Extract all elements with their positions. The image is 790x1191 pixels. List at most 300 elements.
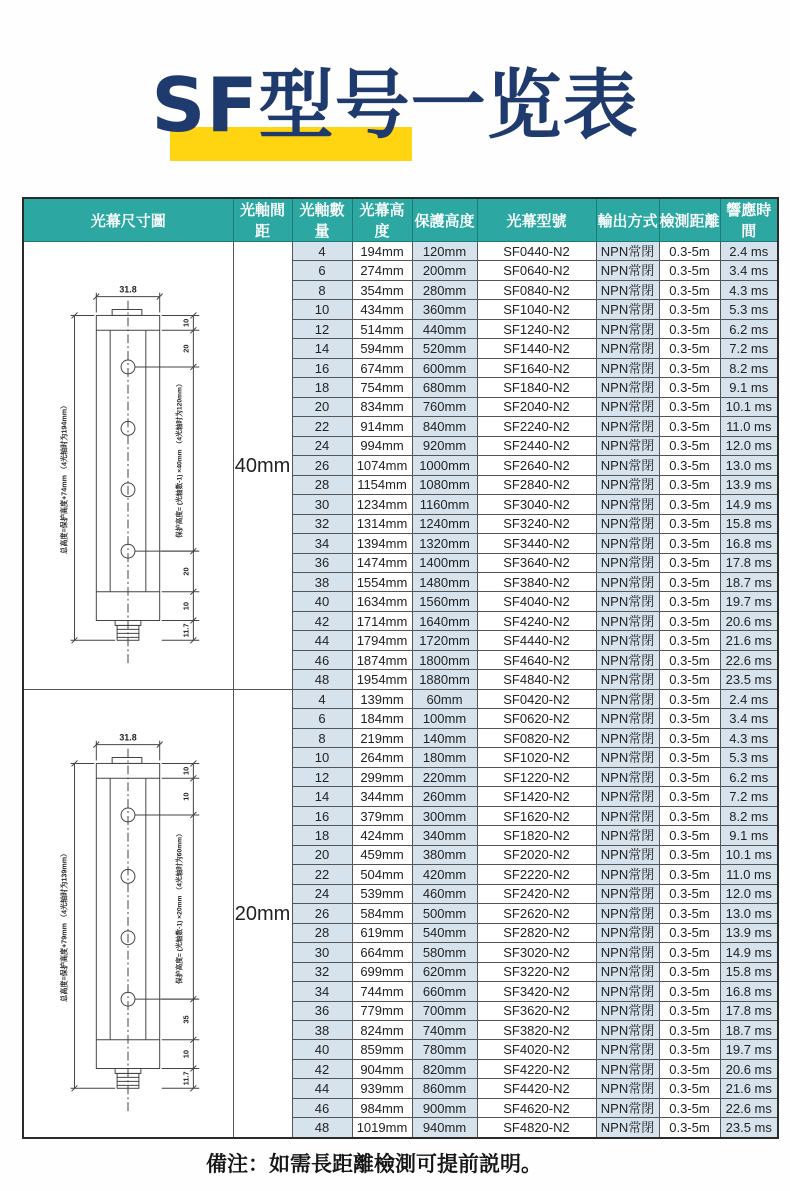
response-time-cell: 19.7 ms — [720, 592, 778, 611]
response-time-cell: 23.5 ms — [720, 670, 778, 690]
detect-distance-cell: 0.3-5m — [659, 339, 720, 358]
detect-distance-cell: 0.3-5m — [659, 378, 720, 397]
axes-count-cell: 46 — [292, 650, 352, 669]
response-time-cell: 4.3 ms — [720, 728, 778, 747]
protect-height-cell: 920mm — [412, 436, 477, 455]
response-time-cell: 15.8 ms — [720, 514, 778, 533]
axes-count-cell: 28 — [292, 475, 352, 494]
detect-distance-cell: 0.3-5m — [659, 358, 720, 377]
protect-height-cell: 600mm — [412, 358, 477, 377]
detect-distance-cell: 0.3-5m — [659, 670, 720, 690]
model-cell: SF4620-N2 — [477, 1098, 596, 1117]
protect-height-cell: 260mm — [412, 787, 477, 806]
models-table — [22, 197, 779, 1139]
protect-height-cell: 860mm — [412, 1079, 477, 1098]
detect-distance-cell: 0.3-5m — [659, 280, 720, 299]
response-time-cell: 13.9 ms — [720, 475, 778, 494]
axes-count-cell: 48 — [292, 670, 352, 690]
output-mode-cell: NPN常閉 — [596, 514, 659, 533]
response-time-cell: 5.3 ms — [720, 300, 778, 319]
model-cell: SF1620-N2 — [477, 806, 596, 825]
detect-distance-cell: 0.3-5m — [659, 417, 720, 436]
curtain-height-cell: 754mm — [352, 378, 412, 397]
response-time-cell: 4.3 ms — [720, 280, 778, 299]
model-cell: SF3220-N2 — [477, 962, 596, 981]
curtain-height-cell: 984mm — [352, 1098, 412, 1117]
protect-height-cell: 820mm — [412, 1059, 477, 1078]
svg-text:31.8: 31.8 — [119, 284, 137, 295]
output-mode-cell: NPN常閉 — [596, 962, 659, 981]
output-mode-cell: NPN常閉 — [596, 1001, 659, 1020]
output-mode-cell: NPN常閉 — [596, 397, 659, 416]
protect-height-cell: 280mm — [412, 280, 477, 299]
svg-text:20: 20 — [181, 567, 191, 576]
col-header-output: 輸出方式 — [596, 198, 659, 242]
curtain-height-cell: 904mm — [352, 1059, 412, 1078]
axes-count-cell: 38 — [292, 572, 352, 591]
model-cell: SF2020-N2 — [477, 845, 596, 864]
detect-distance-cell: 0.3-5m — [659, 904, 720, 923]
curtain-height-cell: 1314mm — [352, 514, 412, 533]
response-time-cell: 19.7 ms — [720, 1040, 778, 1059]
response-time-cell: 13.9 ms — [720, 923, 778, 942]
model-cell: SF1220-N2 — [477, 767, 596, 786]
axes-count-cell: 22 — [292, 417, 352, 436]
curtain-height-cell: 1154mm — [352, 475, 412, 494]
col-header-protect: 保護高度 — [412, 198, 477, 242]
model-cell: SF1020-N2 — [477, 748, 596, 767]
protect-height-cell: 200mm — [412, 261, 477, 280]
output-mode-cell: NPN常閉 — [596, 339, 659, 358]
curtain-height-cell: 434mm — [352, 300, 412, 319]
svg-text:保护高度= (光轴数-1) ×20mm （4光轴时为60mm: 保护高度= (光轴数-1) ×20mm （4光轴时为60mm） — [176, 830, 184, 984]
output-mode-cell: NPN常閉 — [596, 495, 659, 514]
svg-text:20: 20 — [181, 344, 191, 353]
axes-count-cell: 40 — [292, 1040, 352, 1059]
detect-distance-cell: 0.3-5m — [659, 534, 720, 553]
curtain-height-cell: 539mm — [352, 884, 412, 903]
light-curtain-diagram — [23, 242, 233, 690]
curtain-height-cell: 674mm — [352, 358, 412, 377]
curtain-height-cell: 859mm — [352, 1040, 412, 1059]
detect-distance-cell: 0.3-5m — [659, 1098, 720, 1117]
curtain-height-cell: 219mm — [352, 728, 412, 747]
axes-count-cell: 14 — [292, 339, 352, 358]
protect-height-cell: 900mm — [412, 1098, 477, 1117]
model-cell: SF0820-N2 — [477, 728, 596, 747]
response-time-cell: 17.8 ms — [720, 553, 778, 572]
response-time-cell: 6.2 ms — [720, 319, 778, 338]
output-mode-cell: NPN常閉 — [596, 806, 659, 825]
svg-text:11.7: 11.7 — [181, 623, 191, 638]
curtain-height-cell: 584mm — [352, 904, 412, 923]
axes-count-cell: 34 — [292, 534, 352, 553]
protect-height-cell: 1800mm — [412, 650, 477, 669]
response-time-cell: 12.0 ms — [720, 884, 778, 903]
protect-height-cell: 620mm — [412, 962, 477, 981]
output-mode-cell: NPN常閉 — [596, 826, 659, 845]
detect-distance-cell: 0.3-5m — [659, 767, 720, 786]
output-mode-cell: NPN常閉 — [596, 436, 659, 455]
detect-distance-cell: 0.3-5m — [659, 690, 720, 709]
response-time-cell: 2.4 ms — [720, 242, 778, 261]
axes-count-cell: 32 — [292, 514, 352, 533]
axes-count-cell: 44 — [292, 1079, 352, 1098]
curtain-height-cell: 504mm — [352, 865, 412, 884]
curtain-height-cell: 274mm — [352, 261, 412, 280]
header-row — [23, 198, 778, 242]
output-mode-cell: NPN常閉 — [596, 417, 659, 436]
svg-text:10: 10 — [181, 1050, 191, 1059]
svg-text:11.7: 11.7 — [181, 1071, 191, 1086]
axes-count-cell: 42 — [292, 611, 352, 630]
model-cell: SF3820-N2 — [477, 1020, 596, 1039]
protect-height-cell: 580mm — [412, 943, 477, 962]
axes-count-cell: 12 — [292, 319, 352, 338]
output-mode-cell: NPN常閉 — [596, 767, 659, 786]
model-cell: SF0840-N2 — [477, 280, 596, 299]
response-time-cell: 23.5 ms — [720, 1118, 778, 1138]
protect-height-cell: 1320mm — [412, 534, 477, 553]
axes-count-cell: 48 — [292, 1118, 352, 1138]
model-cell: SF0440-N2 — [477, 242, 596, 261]
curtain-height-cell: 664mm — [352, 943, 412, 962]
output-mode-cell: NPN常閉 — [596, 592, 659, 611]
detect-distance-cell: 0.3-5m — [659, 962, 720, 981]
axes-count-cell: 30 — [292, 943, 352, 962]
model-cell: SF1420-N2 — [477, 787, 596, 806]
response-time-cell: 18.7 ms — [720, 572, 778, 591]
axes-count-cell: 8 — [292, 728, 352, 747]
axes-count-cell: 12 — [292, 767, 352, 786]
output-mode-cell: NPN常閉 — [596, 611, 659, 630]
col-header-height: 光幕高度 — [352, 198, 412, 242]
response-time-cell: 2.4 ms — [720, 690, 778, 709]
model-cell: SF4220-N2 — [477, 1059, 596, 1078]
light-curtain-drawing — [25, 242, 231, 687]
output-mode-cell: NPN常閉 — [596, 1040, 659, 1059]
col-header-model: 光幕型號 — [477, 198, 596, 242]
output-mode-cell: NPN常閉 — [596, 572, 659, 591]
light-curtain-diagram — [23, 690, 233, 1139]
axes-count-cell: 38 — [292, 1020, 352, 1039]
col-header-axes: 光軸數量 — [292, 198, 352, 242]
axes-count-cell: 42 — [292, 1059, 352, 1078]
footer-note: 備注：如需長距離檢測可提前説明。 — [206, 1153, 542, 1176]
curtain-height-cell: 699mm — [352, 962, 412, 981]
page-title: SF型号一览表 — [151, 61, 639, 149]
model-cell: SF1240-N2 — [477, 319, 596, 338]
output-mode-cell: NPN常閉 — [596, 690, 659, 709]
curtain-height-cell: 354mm — [352, 280, 412, 299]
model-cell: SF4020-N2 — [477, 1040, 596, 1059]
output-mode-cell: NPN常閉 — [596, 943, 659, 962]
curtain-height-cell: 994mm — [352, 436, 412, 455]
detect-distance-cell: 0.3-5m — [659, 865, 720, 884]
svg-text:10: 10 — [181, 318, 191, 327]
response-time-cell: 21.6 ms — [720, 631, 778, 650]
model-cell: SF3620-N2 — [477, 1001, 596, 1020]
response-time-cell: 17.8 ms — [720, 1001, 778, 1020]
protect-height-cell: 60mm — [412, 690, 477, 709]
protect-height-cell: 940mm — [412, 1118, 477, 1138]
response-time-cell: 18.7 ms — [720, 1020, 778, 1039]
detect-distance-cell: 0.3-5m — [659, 826, 720, 845]
output-mode-cell: NPN常閉 — [596, 787, 659, 806]
detect-distance-cell: 0.3-5m — [659, 1118, 720, 1138]
detect-distance-cell: 0.3-5m — [659, 1059, 720, 1078]
axes-count-cell: 24 — [292, 884, 352, 903]
response-time-cell: 7.2 ms — [720, 339, 778, 358]
detect-distance-cell: 0.3-5m — [659, 592, 720, 611]
model-cell: SF1440-N2 — [477, 339, 596, 358]
output-mode-cell: NPN常閉 — [596, 923, 659, 942]
detect-distance-cell: 0.3-5m — [659, 1040, 720, 1059]
curtain-height-cell: 1794mm — [352, 631, 412, 650]
output-mode-cell: NPN常閉 — [596, 845, 659, 864]
svg-text:10: 10 — [181, 766, 191, 775]
detect-distance-cell: 0.3-5m — [659, 748, 720, 767]
protect-height-cell: 840mm — [412, 417, 477, 436]
curtain-height-cell: 379mm — [352, 806, 412, 825]
response-time-cell: 10.1 ms — [720, 397, 778, 416]
axes-count-cell: 32 — [292, 962, 352, 981]
protect-height-cell: 740mm — [412, 1020, 477, 1039]
response-time-cell: 11.0 ms — [720, 417, 778, 436]
axes-count-cell: 20 — [292, 845, 352, 864]
output-mode-cell: NPN常閉 — [596, 319, 659, 338]
col-header-response: 響應時間 — [720, 198, 778, 242]
detect-distance-cell: 0.3-5m — [659, 514, 720, 533]
model-cell: SF4640-N2 — [477, 650, 596, 669]
svg-text:31.8: 31.8 — [119, 732, 137, 743]
response-time-cell: 21.6 ms — [720, 1079, 778, 1098]
detect-distance-cell: 0.3-5m — [659, 436, 720, 455]
model-cell: SF3640-N2 — [477, 553, 596, 572]
curtain-height-cell: 1394mm — [352, 534, 412, 553]
table-row — [23, 242, 778, 261]
curtain-height-cell: 619mm — [352, 923, 412, 942]
axes-count-cell: 16 — [292, 806, 352, 825]
col-header-spacing: 光軸間距 — [233, 198, 292, 242]
response-time-cell: 11.0 ms — [720, 865, 778, 884]
axis-spacing-value: 20mm — [233, 690, 292, 1139]
detect-distance-cell: 0.3-5m — [659, 1020, 720, 1039]
output-mode-cell: NPN常閉 — [596, 1059, 659, 1078]
protect-height-cell: 1880mm — [412, 670, 477, 690]
protect-height-cell: 300mm — [412, 806, 477, 825]
curtain-height-cell: 1474mm — [352, 553, 412, 572]
response-time-cell: 9.1 ms — [720, 378, 778, 397]
response-time-cell: 8.2 ms — [720, 806, 778, 825]
curtain-height-cell: 744mm — [352, 982, 412, 1001]
protect-height-cell: 460mm — [412, 884, 477, 903]
curtain-height-cell: 824mm — [352, 1020, 412, 1039]
protect-height-cell: 1240mm — [412, 514, 477, 533]
model-cell: SF2620-N2 — [477, 904, 596, 923]
detect-distance-cell: 0.3-5m — [659, 611, 720, 630]
detect-distance-cell: 0.3-5m — [659, 806, 720, 825]
curtain-height-cell: 514mm — [352, 319, 412, 338]
detect-distance-cell: 0.3-5m — [659, 397, 720, 416]
output-mode-cell: NPN常閉 — [596, 280, 659, 299]
response-time-cell: 9.1 ms — [720, 826, 778, 845]
axes-count-cell: 36 — [292, 1001, 352, 1020]
model-cell: SF4820-N2 — [477, 1118, 596, 1138]
output-mode-cell: NPN常閉 — [596, 261, 659, 280]
detect-distance-cell: 0.3-5m — [659, 261, 720, 280]
model-cell: SF1040-N2 — [477, 300, 596, 319]
model-cell: SF2240-N2 — [477, 417, 596, 436]
model-cell: SF2220-N2 — [477, 865, 596, 884]
model-cell: SF4240-N2 — [477, 611, 596, 630]
axes-count-cell: 26 — [292, 456, 352, 475]
detect-distance-cell: 0.3-5m — [659, 319, 720, 338]
curtain-height-cell: 264mm — [352, 748, 412, 767]
curtain-height-cell: 344mm — [352, 787, 412, 806]
output-mode-cell: NPN常閉 — [596, 1118, 659, 1138]
protect-height-cell: 220mm — [412, 767, 477, 786]
protect-height-cell: 1720mm — [412, 631, 477, 650]
protect-height-cell: 1400mm — [412, 553, 477, 572]
svg-text:35: 35 — [181, 1015, 191, 1024]
protect-height-cell: 540mm — [412, 923, 477, 942]
protect-height-cell: 340mm — [412, 826, 477, 845]
axes-count-cell: 6 — [292, 261, 352, 280]
protect-height-cell: 1080mm — [412, 475, 477, 494]
protect-height-cell: 520mm — [412, 339, 477, 358]
detect-distance-cell: 0.3-5m — [659, 884, 720, 903]
detect-distance-cell: 0.3-5m — [659, 923, 720, 942]
curtain-height-cell: 459mm — [352, 845, 412, 864]
detect-distance-cell: 0.3-5m — [659, 242, 720, 261]
svg-text:总高度=保护高度+79mm （4光轴时为139mm）: 总高度=保护高度+79mm （4光轴时为139mm） — [60, 849, 69, 1002]
curtain-height-cell: 1874mm — [352, 650, 412, 669]
output-mode-cell: NPN常閉 — [596, 748, 659, 767]
response-time-cell: 7.2 ms — [720, 787, 778, 806]
response-time-cell: 8.2 ms — [720, 358, 778, 377]
axes-count-cell: 4 — [292, 242, 352, 261]
axes-count-cell: 10 — [292, 300, 352, 319]
model-cell: SF2640-N2 — [477, 456, 596, 475]
axes-count-cell: 10 — [292, 748, 352, 767]
response-time-cell: 6.2 ms — [720, 767, 778, 786]
curtain-height-cell: 1714mm — [352, 611, 412, 630]
curtain-height-cell: 1554mm — [352, 572, 412, 591]
response-time-cell: 22.6 ms — [720, 650, 778, 669]
svg-text:10: 10 — [181, 792, 191, 801]
detect-distance-cell: 0.3-5m — [659, 495, 720, 514]
protect-height-cell: 1560mm — [412, 592, 477, 611]
output-mode-cell: NPN常閉 — [596, 982, 659, 1001]
axes-count-cell: 18 — [292, 826, 352, 845]
output-mode-cell: NPN常閉 — [596, 1020, 659, 1039]
output-mode-cell: NPN常閉 — [596, 650, 659, 669]
model-cell: SF4040-N2 — [477, 592, 596, 611]
model-cell: SF3020-N2 — [477, 943, 596, 962]
axis-spacing-value: 40mm — [233, 242, 292, 690]
curtain-height-cell: 424mm — [352, 826, 412, 845]
axes-count-cell: 22 — [292, 865, 352, 884]
curtain-height-cell: 939mm — [352, 1079, 412, 1098]
output-mode-cell: NPN常閉 — [596, 904, 659, 923]
axes-count-cell: 46 — [292, 1098, 352, 1117]
curtain-height-cell: 299mm — [352, 767, 412, 786]
output-mode-cell: NPN常閉 — [596, 709, 659, 728]
model-cell: SF0640-N2 — [477, 261, 596, 280]
curtain-height-cell: 1634mm — [352, 592, 412, 611]
output-mode-cell: NPN常閉 — [596, 631, 659, 650]
svg-text:10: 10 — [181, 602, 191, 611]
detect-distance-cell: 0.3-5m — [659, 943, 720, 962]
curtain-height-cell: 1954mm — [352, 670, 412, 690]
protect-height-cell: 1000mm — [412, 456, 477, 475]
output-mode-cell: NPN常閉 — [596, 358, 659, 377]
axes-count-cell: 44 — [292, 631, 352, 650]
protect-height-cell: 100mm — [412, 709, 477, 728]
output-mode-cell: NPN常閉 — [596, 1098, 659, 1117]
model-cell: SF3420-N2 — [477, 982, 596, 1001]
detect-distance-cell: 0.3-5m — [659, 553, 720, 572]
protect-height-cell: 680mm — [412, 378, 477, 397]
axes-count-cell: 14 — [292, 787, 352, 806]
col-header-distance: 檢測距離 — [659, 198, 720, 242]
detect-distance-cell: 0.3-5m — [659, 456, 720, 475]
table-row — [23, 690, 778, 709]
response-time-cell: 13.0 ms — [720, 456, 778, 475]
curtain-height-cell: 184mm — [352, 709, 412, 728]
output-mode-cell: NPN常閉 — [596, 456, 659, 475]
protect-height-cell: 420mm — [412, 865, 477, 884]
detect-distance-cell: 0.3-5m — [659, 1079, 720, 1098]
model-cell: SF2040-N2 — [477, 397, 596, 416]
protect-height-cell: 360mm — [412, 300, 477, 319]
axes-count-cell: 26 — [292, 904, 352, 923]
output-mode-cell: NPN常閉 — [596, 242, 659, 261]
curtain-height-cell: 779mm — [352, 1001, 412, 1020]
protect-height-cell: 440mm — [412, 319, 477, 338]
model-cell: SF2820-N2 — [477, 923, 596, 942]
model-cell: SF2420-N2 — [477, 884, 596, 903]
detect-distance-cell: 0.3-5m — [659, 982, 720, 1001]
response-time-cell: 13.0 ms — [720, 904, 778, 923]
protect-height-cell: 660mm — [412, 982, 477, 1001]
model-cell: SF4840-N2 — [477, 670, 596, 690]
axes-count-cell: 28 — [292, 923, 352, 942]
response-time-cell: 12.0 ms — [720, 436, 778, 455]
axes-count-cell: 36 — [292, 553, 352, 572]
curtain-height-cell: 139mm — [352, 690, 412, 709]
detect-distance-cell: 0.3-5m — [659, 650, 720, 669]
axes-count-cell: 24 — [292, 436, 352, 455]
response-time-cell: 20.6 ms — [720, 611, 778, 630]
output-mode-cell: NPN常閉 — [596, 1079, 659, 1098]
response-time-cell: 15.8 ms — [720, 962, 778, 981]
response-time-cell: 3.4 ms — [720, 709, 778, 728]
curtain-height-cell: 1234mm — [352, 495, 412, 514]
axes-count-cell: 18 — [292, 378, 352, 397]
light-curtain-drawing — [25, 690, 231, 1135]
response-time-cell: 16.8 ms — [720, 534, 778, 553]
detect-distance-cell: 0.3-5m — [659, 631, 720, 650]
model-cell: SF2440-N2 — [477, 436, 596, 455]
detect-distance-cell: 0.3-5m — [659, 475, 720, 494]
protect-height-cell: 1480mm — [412, 572, 477, 591]
svg-text:总高度=保护高度+74mm （4光轴时为194mm）: 总高度=保护高度+74mm （4光轴时为194mm） — [60, 401, 69, 554]
output-mode-cell: NPN常閉 — [596, 300, 659, 319]
curtain-height-cell: 1019mm — [352, 1118, 412, 1138]
axes-count-cell: 34 — [292, 982, 352, 1001]
